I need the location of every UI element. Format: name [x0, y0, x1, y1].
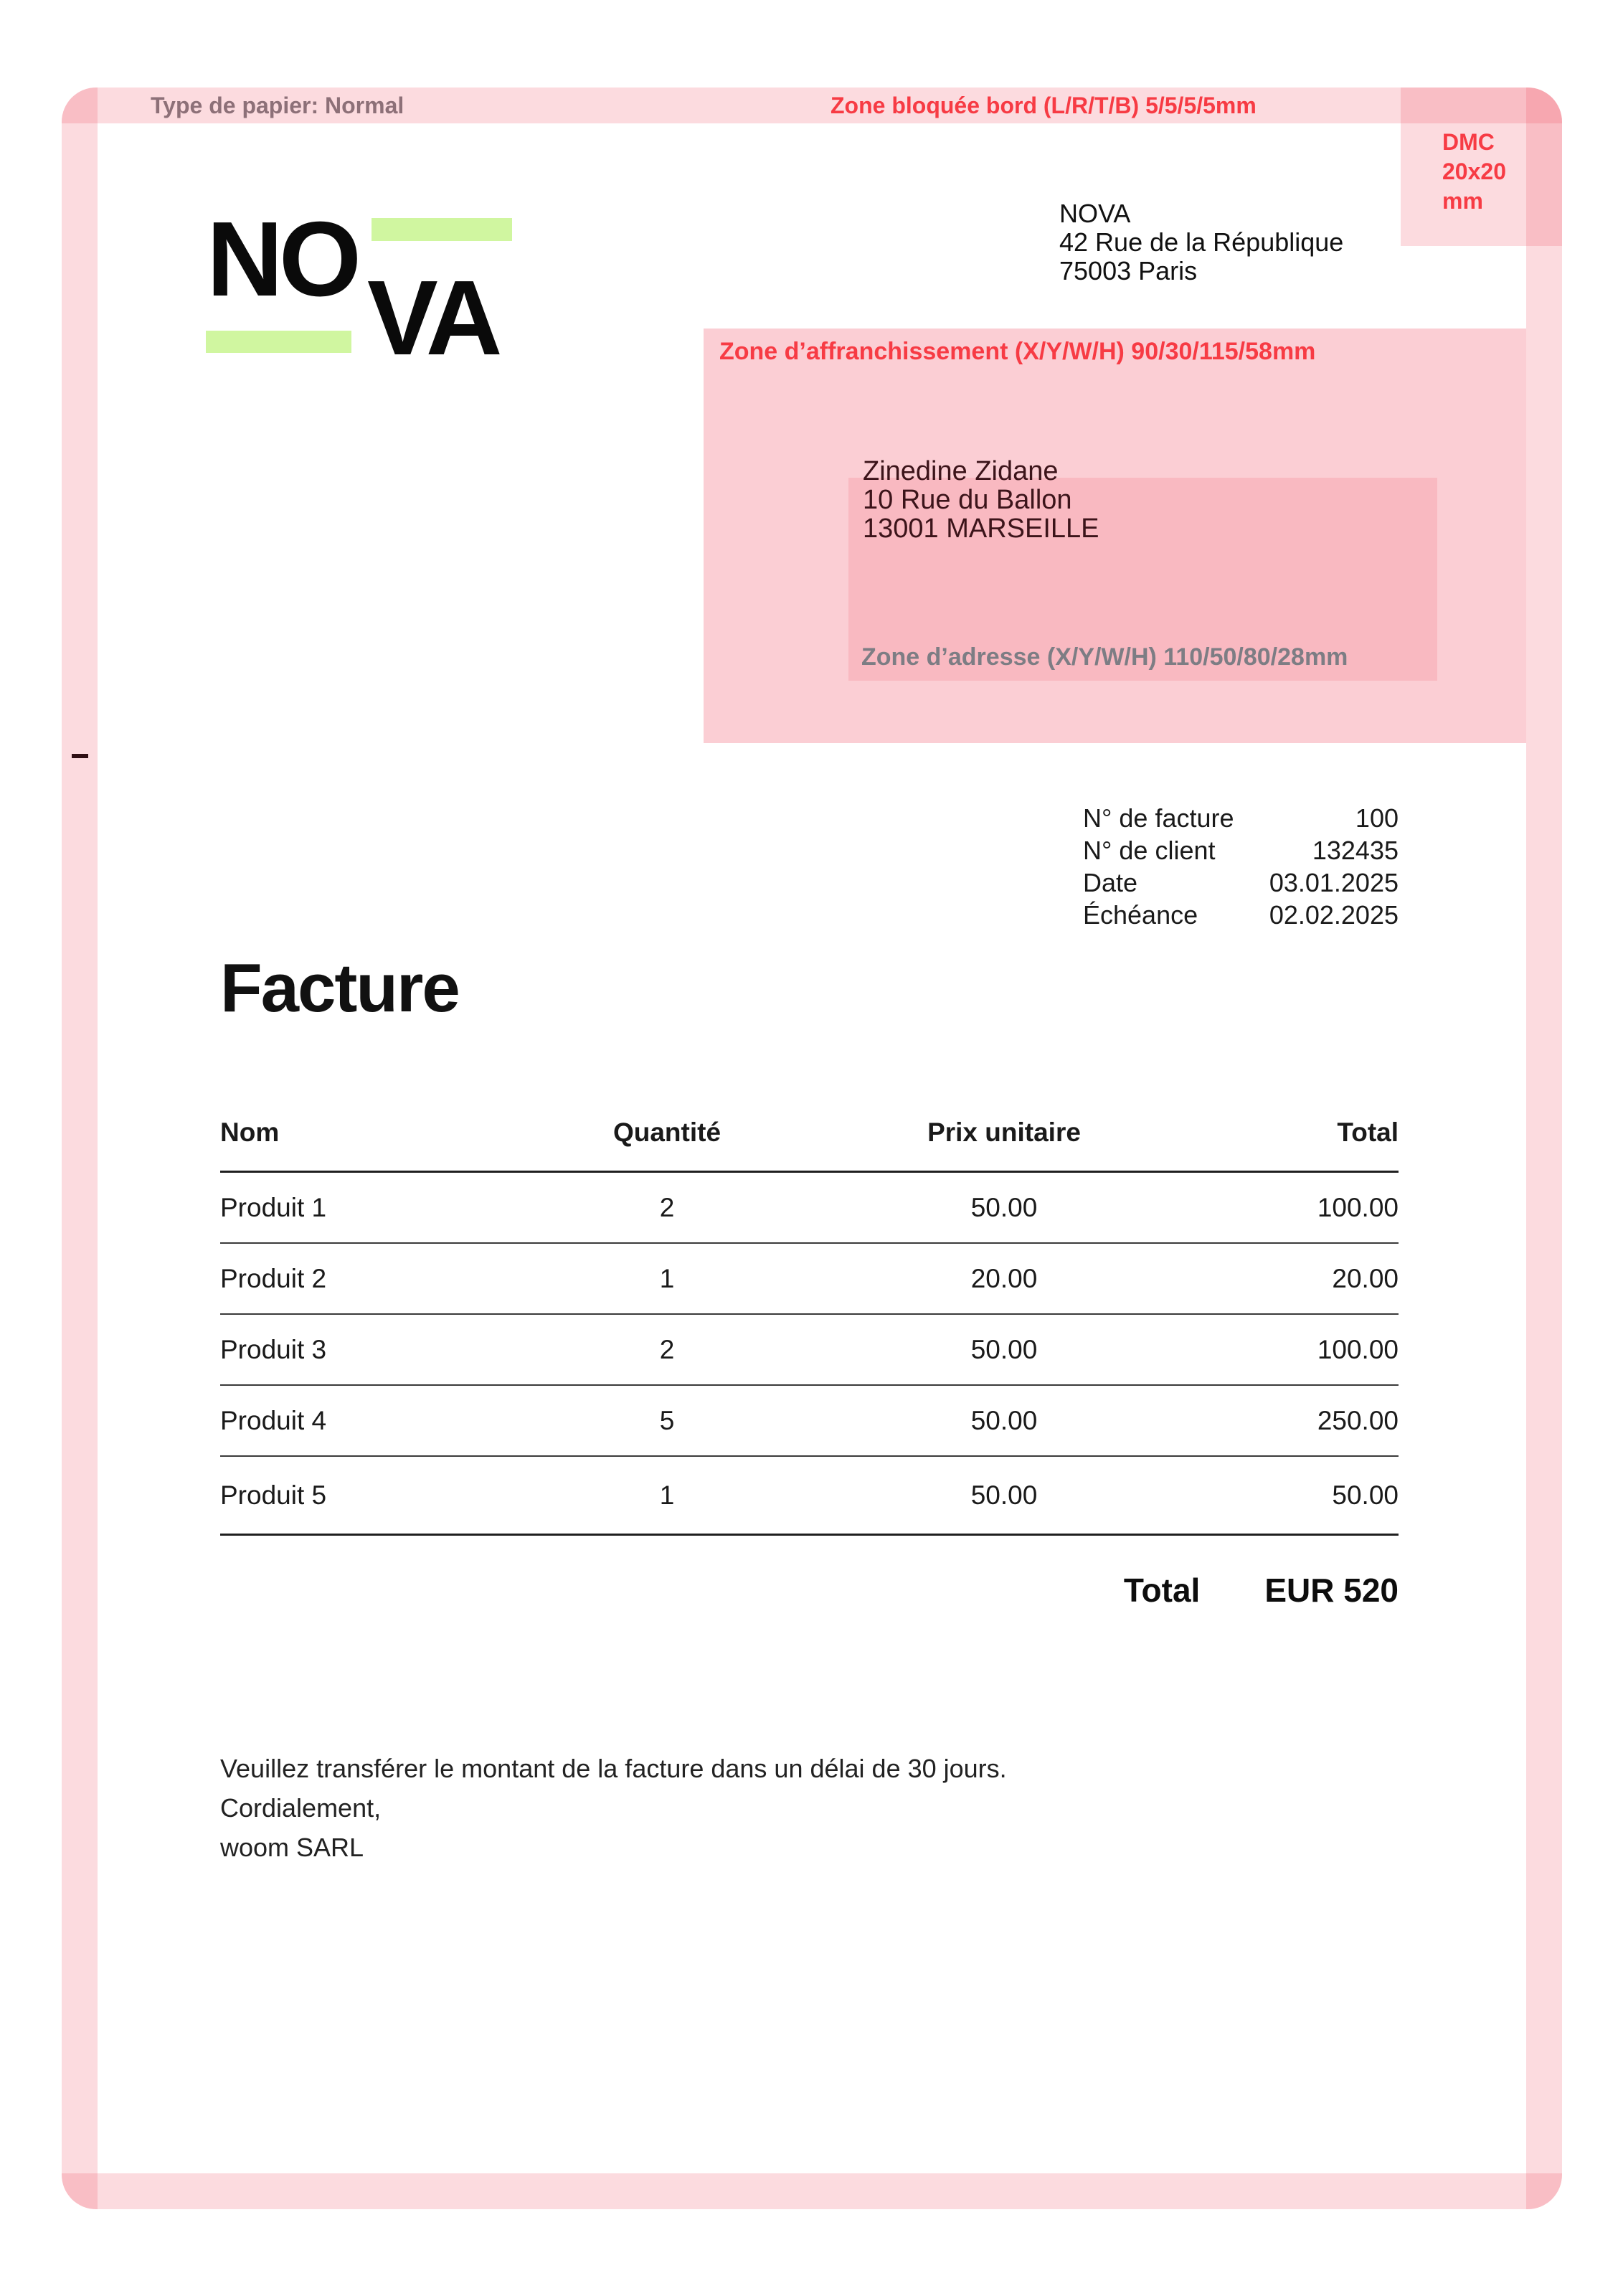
grand-total-value: EUR 520: [1264, 1572, 1399, 1609]
blocked-edge-zone-left: [62, 88, 98, 2209]
col-header-nom: Nom: [220, 1118, 280, 1147]
recipient-address: [863, 457, 1099, 543]
dmc-label-line: DMC: [1442, 129, 1495, 155]
blocked-edge-zone-label: Zone bloquée bord (L/R/T/B) 5/5/5/5mm: [831, 93, 1257, 118]
cell-quantity: 2: [659, 1334, 675, 1364]
meta-row: [1083, 834, 1399, 866]
cell-name: Produit 2: [220, 1263, 327, 1293]
cell-unit-price: 50.00: [970, 1480, 1038, 1510]
fold-mark: [72, 754, 88, 758]
cell-quantity: 5: [659, 1405, 675, 1435]
cell-name: Produit 4: [220, 1405, 327, 1435]
meta-label: N° de facture: [1083, 803, 1234, 833]
table-header-row: [220, 1118, 1399, 1173]
cell-quantity: 1: [659, 1263, 675, 1293]
meta-value: 132435: [1312, 836, 1399, 865]
cell-total: 50.00: [1332, 1480, 1399, 1510]
table-row: [220, 1173, 1399, 1244]
table-row: [220, 1244, 1399, 1315]
table-row: [220, 1457, 1399, 1536]
page-title: Facture: [220, 950, 459, 1026]
cell-total: 250.00: [1317, 1405, 1399, 1435]
footer-line: woom SARL: [220, 1833, 364, 1862]
cell-total: 100.00: [1317, 1192, 1399, 1222]
col-header-prix-unitaire: Prix unitaire: [927, 1118, 1081, 1147]
blocked-edge-zone-right: [1526, 88, 1562, 2209]
cell-name: Produit 3: [220, 1334, 327, 1364]
dmc-label-line: 20x20: [1442, 159, 1506, 184]
meta-label: Échéance: [1083, 900, 1198, 930]
meta-row: [1083, 899, 1399, 931]
blocked-edge-zone-bottom: [62, 2173, 1562, 2209]
meta-value: 03.01.2025: [1269, 868, 1399, 897]
sender-line: 42 Rue de la République: [1059, 227, 1344, 257]
cell-unit-price: 50.00: [970, 1192, 1038, 1222]
recipient-line: 10 Rue du Ballon: [863, 485, 1072, 515]
cell-quantity: 2: [659, 1192, 675, 1222]
logo-bar-top: [372, 218, 512, 241]
cell-name: Produit 5: [220, 1480, 327, 1510]
meta-value: 02.02.2025: [1269, 900, 1399, 930]
meta-label: N° de client: [1083, 836, 1216, 865]
logo-word-va: VA: [367, 259, 498, 377]
meta-row: [1083, 802, 1399, 834]
meta-label: Date: [1083, 868, 1138, 897]
franking-zone-label: Zone d’affranchissement (X/Y/W/H) 90/30/115/58mm: [719, 338, 1316, 365]
footer-line: Veuillez transférer le montant de la facture dans un délai de 30 jours.: [220, 1754, 1007, 1783]
cell-name: Produit 1: [220, 1192, 327, 1222]
table-row: [220, 1386, 1399, 1457]
cell-quantity: 1: [659, 1480, 675, 1510]
grand-total-row: [220, 1571, 1399, 1610]
dmc-zone-label: [1442, 128, 1506, 216]
table-row: [220, 1315, 1399, 1386]
sender-line: 75003 Paris: [1059, 256, 1198, 285]
invoice-paper: [62, 88, 1562, 2209]
cell-total: 20.00: [1332, 1263, 1399, 1293]
invoice-meta: [1083, 802, 1399, 931]
col-header-quantite: Quantité: [612, 1118, 721, 1147]
grand-total-label: Total: [1123, 1572, 1201, 1609]
cell-unit-price: 50.00: [970, 1334, 1038, 1364]
cell-total: 100.00: [1317, 1334, 1399, 1364]
recipient-line: 13001 MARSEILLE: [863, 514, 1099, 544]
sender-line: NOVA: [1059, 199, 1131, 228]
meta-row: [1083, 866, 1399, 899]
meta-value: 100: [1355, 803, 1399, 833]
cell-unit-price: 20.00: [970, 1263, 1038, 1293]
paper-type-label: Type de papier: Normal: [151, 93, 404, 118]
items-table: [220, 1118, 1399, 1536]
logo-word-no: NO: [207, 200, 357, 318]
col-header-total: Total: [1337, 1118, 1399, 1147]
sender-address: [1059, 199, 1343, 285]
logo-bar-bottom: [206, 331, 351, 353]
footer-line: Cordialement,: [220, 1793, 382, 1823]
recipient-line: Zinedine Zidane: [863, 456, 1059, 486]
footer-note: [220, 1749, 1007, 1867]
address-zone-label: Zone d’adresse (X/Y/W/H) 110/50/80/28mm: [861, 643, 1348, 671]
dmc-label-line: mm: [1442, 188, 1483, 214]
cell-unit-price: 50.00: [970, 1405, 1038, 1435]
